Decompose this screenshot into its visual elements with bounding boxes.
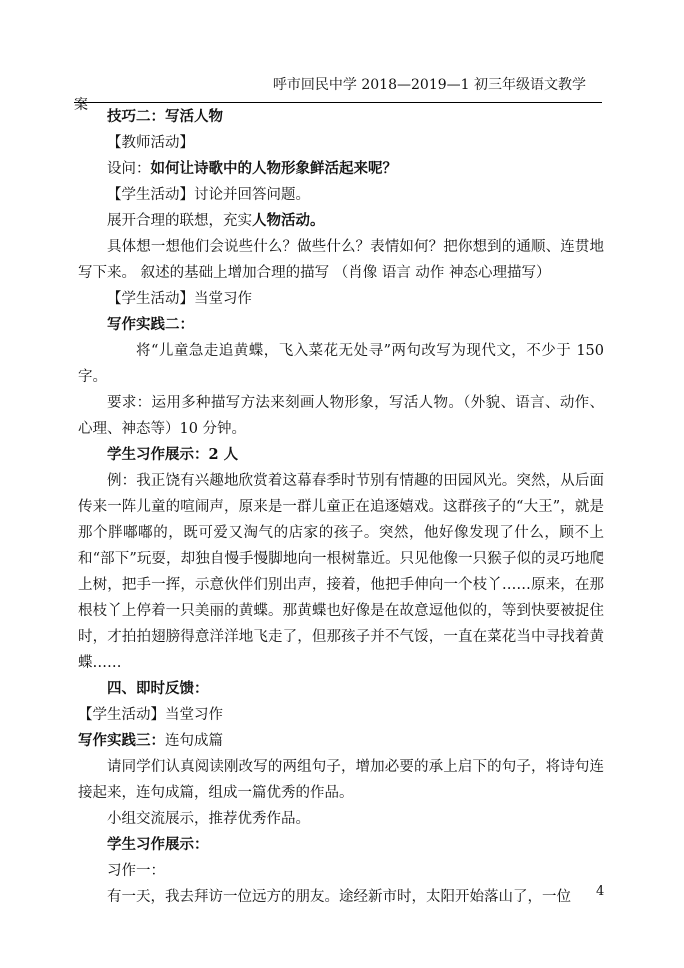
writing-practice-three-paragraph bbox=[78, 728, 604, 754]
student-activity-writing-2: 【学生活动】当堂习作 bbox=[78, 707, 223, 723]
section-heading-technique-two: 技巧二：写活人物 bbox=[107, 108, 223, 125]
document-header: 呼市回民中学 2018—2019—1 初三年级语文教学 bbox=[272, 77, 586, 93]
imagination-emphasis: 人物活动。 bbox=[252, 212, 325, 229]
writing-practice-three-title: 连句成篇 bbox=[165, 733, 223, 749]
writing-practice-two-heading: 写作实践二： bbox=[107, 316, 194, 333]
group-share-paragraph: 小组交流展示，推荐优秀作品。 bbox=[107, 811, 310, 827]
imagination-prefix: 展开合理的联想，充实 bbox=[107, 213, 252, 229]
writing-practice-three-label: 写作实践三： bbox=[78, 732, 165, 749]
document-header-continuation: 案 bbox=[74, 97, 88, 113]
student-activity-writing: 【学生活动】当堂习作 bbox=[107, 291, 252, 307]
essay-one-first-line: 有一天，我去拜访一位远方的朋友。途经新市时，太阳开始落山了，一位 bbox=[107, 889, 571, 905]
student-activity-discuss: 【学生活动】讨论并回答问题。 bbox=[107, 187, 310, 203]
page-number: 4 bbox=[596, 884, 605, 899]
teacher-activity-label: 【教师活动】 bbox=[107, 135, 194, 151]
think-about-paragraph: 具体想一想他们会说些什么？做些什么？表情如何？把你想到的通顺、连贯地写下来。 叙述的基础上增加合理的描写 （肖像 语言 动作 神态心理描写） bbox=[78, 239, 604, 281]
connect-sentences-instruction: 请同学们认真阅读刚改写的两组句子，增加必要的承上启下的句子，将诗句连接起来，连句成篇，组成一篇优秀的作品。 bbox=[78, 759, 604, 801]
student-showcase-heading: 学生习作展示：2 人 bbox=[107, 446, 239, 463]
student-showcase-heading-2: 学生习作展示： bbox=[107, 836, 209, 853]
question-prefix: 设问： bbox=[107, 161, 151, 177]
section-heading-feedback: 四、即时反馈： bbox=[107, 680, 209, 697]
essay-one-label: 习作一： bbox=[107, 863, 165, 879]
question-paragraph bbox=[78, 156, 604, 182]
requirements-paragraph: 要求：运用多种描写方法来刻画人物形象，写活人物。（外貌、语言、动作、心理、神态等）10 分钟。 bbox=[78, 395, 604, 437]
imagination-paragraph bbox=[78, 208, 604, 234]
document-body bbox=[78, 104, 604, 910]
rewrite-instruction: 将“儿童急走追黄蝶，飞入菜花无处寻”两句改写为现代文，不少于 150 字。 bbox=[78, 343, 604, 385]
header-divider bbox=[74, 102, 602, 103]
example-essay-paragraph: 例：我正饶有兴趣地欣赏着这幕春季时节别有情趣的田园风光。突然，从后面传来一阵儿童的喧闹声，原来是一群儿童正在追逐嬉戏。这群孩子的“大王”，就是那个胖嘟嘟的，既可爱又淘气的店家的孩子。突然，他好像发现了什么，顾不上和“部下”玩耍，却独自慢手慢脚地向一根树靠近。只见他像一只猴子似的灵巧地爬上树，把手一挥，示意伙伴们别出声，接着，他把手伸向一个枝丫……原来，在那根枝丫上停着一只美丽的黄蝶。那黄蝶也好像是在故意逗他似的，等到快要被捉住时，才拍拍翅膀得意洋洋地飞走了，但那孩子并不气馁，一直在菜花当中寻找着黄蝶…… bbox=[78, 473, 604, 671]
question-text: 如何让诗歌中的人物形象鲜活起来呢？ bbox=[150, 160, 397, 177]
